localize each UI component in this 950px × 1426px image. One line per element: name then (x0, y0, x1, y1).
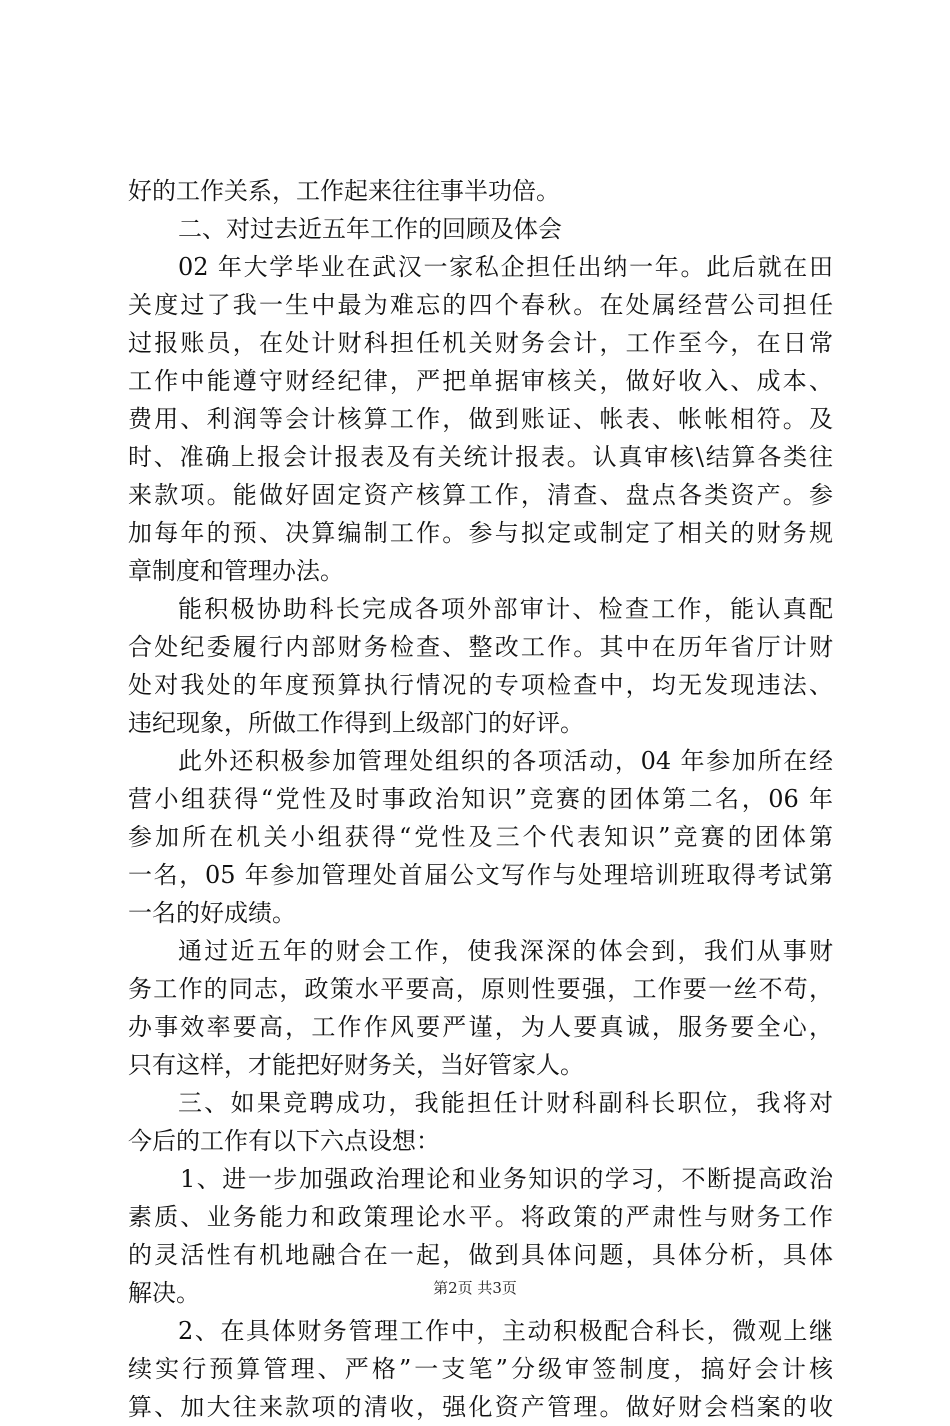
text-line: 今后的工作有以下六点设想： (128, 1127, 440, 1155)
text-line: 过报账员，在处计财科担任机关财务会计，工作至今，在日常 (128, 329, 833, 357)
text-line: 素质、业务能力和政策理论水平。将政策的严肃性与财务工作 (128, 1203, 833, 1231)
text-line: 办事效率要高，工作作风要严谨，为人要真诚，服务要全心， (128, 1013, 833, 1041)
text-line: 合处纪委履行内部财务检查、整改工作。其中在历年省厅计财 (128, 633, 833, 661)
text-line: 关度过了我一生中最为难忘的四个春秋。在处属经营公司担任 (128, 291, 833, 319)
text-line: 费用、利润等会计核算工作，做到账证、帐表、帐帐相符。及 (128, 405, 833, 433)
text-line: 一名的好成绩。 (128, 899, 296, 927)
text-line: 时、准确上报会计报表及有关统计报表。认真审核\结算各类往 (128, 443, 833, 471)
section-heading: 二、对过去近五年工作的回顾及体会 (178, 215, 562, 243)
page-number-label: 第2页 共3页 (433, 1279, 517, 1297)
text-line: 此外还积极参加管理处组织的各项活动，04 年参加所在经 (178, 747, 833, 775)
text-line: 一名，05 年参加管理处首届公文写作与处理培训班取得考试第 (128, 861, 833, 889)
section-heading: 三、如果竞聘成功，我能担任计财科副科长职位，我将对 (178, 1089, 833, 1117)
text-line: 解决。 (128, 1279, 200, 1307)
text-line: 违纪现象，所做工作得到上级部门的好评。 (128, 709, 584, 737)
page-footer (0, 1278, 950, 1298)
text-line: 能积极协助科长完成各项外部审计、检查工作，能认真配 (178, 595, 833, 623)
text-line: 务工作的同志，政策水平要高，原则性要强，工作要一丝不苟， (128, 975, 833, 1003)
text-line: 来款项。能做好固定资产核算工作，清查、盘点各类资产。参 (128, 481, 833, 509)
text-line: 好的工作关系，工作起来往往事半功倍。 (128, 177, 560, 205)
text-line: 算、加大往来款项的清收，强化资产管理。做好财会档案的收 (128, 1393, 833, 1421)
list-item: 2、在具体财务管理工作中，主动积极配合科长，微观上继 (178, 1317, 833, 1345)
text-line: 处对我处的年度预算执行情况的专项检查中，均无发现违法、 (128, 671, 833, 699)
text-line: 02 年大学毕业在武汉一家私企担任出纳一年。此后就在田 (178, 253, 833, 281)
text-line: 章制度和管理办法。 (128, 557, 344, 585)
text-line: 参加所在机关小组获得“党性及三个代表知识”竞赛的团体第 (128, 823, 833, 851)
document-body (128, 172, 833, 1426)
text-line: 工作中能遵守财经纪律，严把单据审核关，做好收入、成本、 (128, 367, 833, 395)
text-line: 通过近五年的财会工作，使我深深的体会到，我们从事财 (178, 937, 833, 965)
text-line: 续实行预算管理、严格”一支笔”分级审签制度，搞好会计核 (128, 1355, 833, 1383)
text-line: 的灵活性有机地融合在一起，做到具体问题，具体分析，具体 (128, 1241, 833, 1269)
text-line: 只有这样，才能把好财务关，当好管家人。 (128, 1051, 584, 1079)
text-line: 加每年的预、决算编制工作。参与拟定或制定了相关的财务规 (128, 519, 833, 547)
list-item: 1、进一步加强政治理论和业务知识的学习，不断提高政治 (180, 1165, 833, 1193)
text-line: 营小组获得“党性及时事政治知识”竞赛的团体第二名，06 年 (128, 785, 833, 813)
